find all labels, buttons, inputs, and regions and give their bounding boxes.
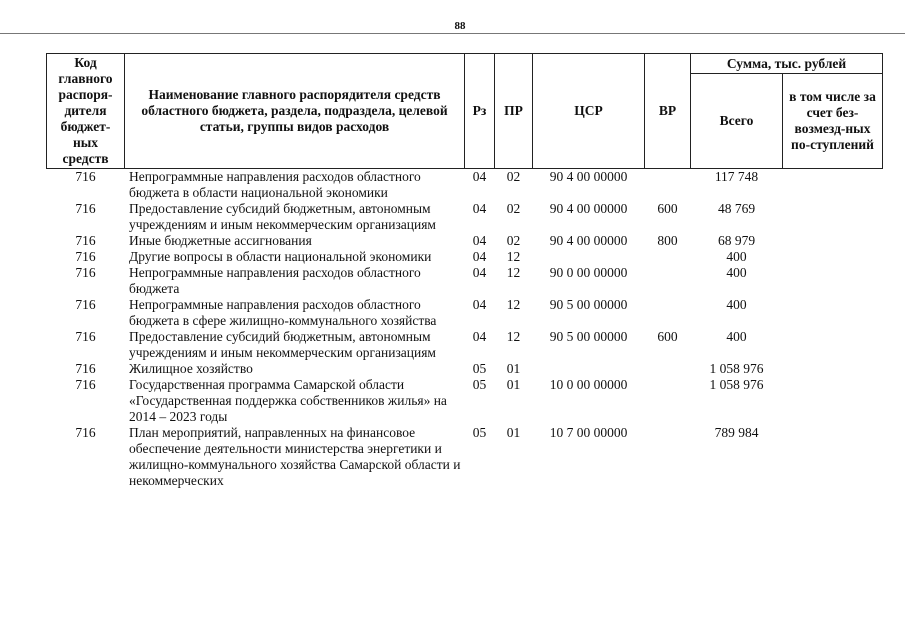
header-pr: ПР [495,54,533,169]
row-free [783,201,883,233]
row-rz: 04 [472,233,487,248]
row-vr [645,377,691,425]
row-vr [645,249,691,265]
row-csr [533,361,645,377]
row-pr: 01 [506,425,521,440]
row-rz: 04 [472,201,487,216]
row-csr: 90 5 00 00000 [549,329,628,344]
row-pr: 12 [506,249,521,264]
table-row [47,201,883,233]
row-vr [645,425,691,489]
budget-table [46,53,883,489]
row-name: План мероприятий, направленных на финансовое обеспечение деятельности министерства энергетики и жилищно-коммунального хозяйства Самарской области и некоммерческих [129,425,461,488]
header-sum-group: Сумма, тыс. рублей [691,54,883,74]
row-pr: 02 [506,233,521,248]
row-pr: 02 [506,169,521,184]
row-total: 400 [726,297,747,312]
row-csr: 90 4 00 00000 [549,169,628,184]
row-csr: 90 4 00 00000 [549,233,628,248]
row-code: 716 [75,361,96,376]
row-csr: 90 4 00 00000 [549,201,628,216]
row-pr: 02 [506,201,521,216]
header-code: Код главного распоря-дителя бюджет-ных средств [47,54,125,169]
table-row [47,329,883,361]
row-vr: 600 [657,329,678,344]
row-csr: 10 0 00 00000 [549,377,628,392]
row-total: 400 [726,265,747,280]
row-total: 68 979 [717,233,756,248]
row-csr: 90 5 00 00000 [549,297,628,312]
row-rz: 05 [472,361,487,376]
row-name: Другие вопросы в области национальной экономики [129,249,432,264]
row-code: 716 [75,297,96,312]
row-csr: 90 0 00 00000 [549,265,628,280]
table-row [47,169,883,202]
row-pr: 12 [506,329,521,344]
row-pr: 01 [506,361,521,376]
row-code: 716 [75,169,96,184]
header-name: Наименование главного распорядителя средств областного бюджета, раздела, подраздела, целевой статьи, группы видов расходов [125,54,465,169]
row-rz: 04 [472,329,487,344]
table-row [47,233,883,249]
row-name: Иные бюджетные ассигнования [129,233,312,248]
table-header [47,54,883,169]
row-total: 48 769 [717,201,756,216]
row-csr [533,249,645,265]
row-code: 716 [75,377,96,392]
row-code: 716 [75,425,96,440]
row-pr: 01 [506,377,521,392]
row-free [783,377,883,425]
row-vr: 600 [657,201,678,216]
row-total: 400 [726,329,747,344]
header-csr: ЦСР [533,54,645,169]
top-rule [0,33,905,34]
header-rz: Рз [465,54,495,169]
row-code: 716 [75,265,96,280]
row-free [783,297,883,329]
row-free [783,249,883,265]
row-vr [645,361,691,377]
header-free-receipts: в том числе за счет без-возмезд-ных по-ступлений [783,74,883,169]
table-row [47,297,883,329]
row-total: 789 984 [714,425,759,440]
table-row [47,361,883,377]
row-free [783,265,883,297]
header-vr: ВР [645,54,691,169]
row-free [783,169,883,202]
table-row [47,425,883,489]
table-row [47,265,883,297]
row-pr: 12 [506,265,521,280]
row-vr: 800 [657,233,678,248]
row-free [783,361,883,377]
row-rz: 04 [472,169,487,184]
row-rz: 05 [472,377,487,392]
row-free [783,425,883,489]
row-name: Жилищное хозяйство [129,361,253,376]
table-body [47,169,883,490]
row-rz: 04 [472,297,487,312]
row-name: Предоставление субсидий бюджетным, автономным учреждениям и иным некоммерческим организациям [129,329,436,360]
row-name: Непрограммные направления расходов областного бюджета [129,265,421,296]
row-total: 1 058 976 [709,361,764,376]
row-name: Непрограммные направления расходов областного бюджета в области национальной экономики [129,169,421,200]
row-vr [645,169,691,202]
row-name: Государственная программа Самарской области «Государственная поддержка собственников жилья» на 2014 – 2023 годы [129,377,447,424]
page-number: 88 [454,20,466,32]
header-total: Всего [691,74,783,169]
row-pr: 12 [506,297,521,312]
row-code: 716 [75,233,96,248]
row-code: 716 [75,329,96,344]
row-free [783,233,883,249]
row-total: 117 748 [714,169,759,184]
row-name: Непрограммные направления расходов областного бюджета в сфере жилищно-коммунального хозяйства [129,297,437,328]
row-rz: 04 [472,249,487,264]
table-row [47,377,883,425]
row-rz: 04 [472,265,487,280]
row-code: 716 [75,249,96,264]
row-csr: 10 7 00 00000 [549,425,628,440]
row-total: 1 058 976 [709,377,764,392]
row-vr [645,265,691,297]
row-total: 400 [726,249,747,264]
row-vr [645,297,691,329]
table-row [47,249,883,265]
row-free [783,329,883,361]
row-name: Предоставление субсидий бюджетным, автономным учреждениям и иным некоммерческим организациям [129,201,436,232]
row-rz: 05 [472,425,487,440]
row-code: 716 [75,201,96,216]
